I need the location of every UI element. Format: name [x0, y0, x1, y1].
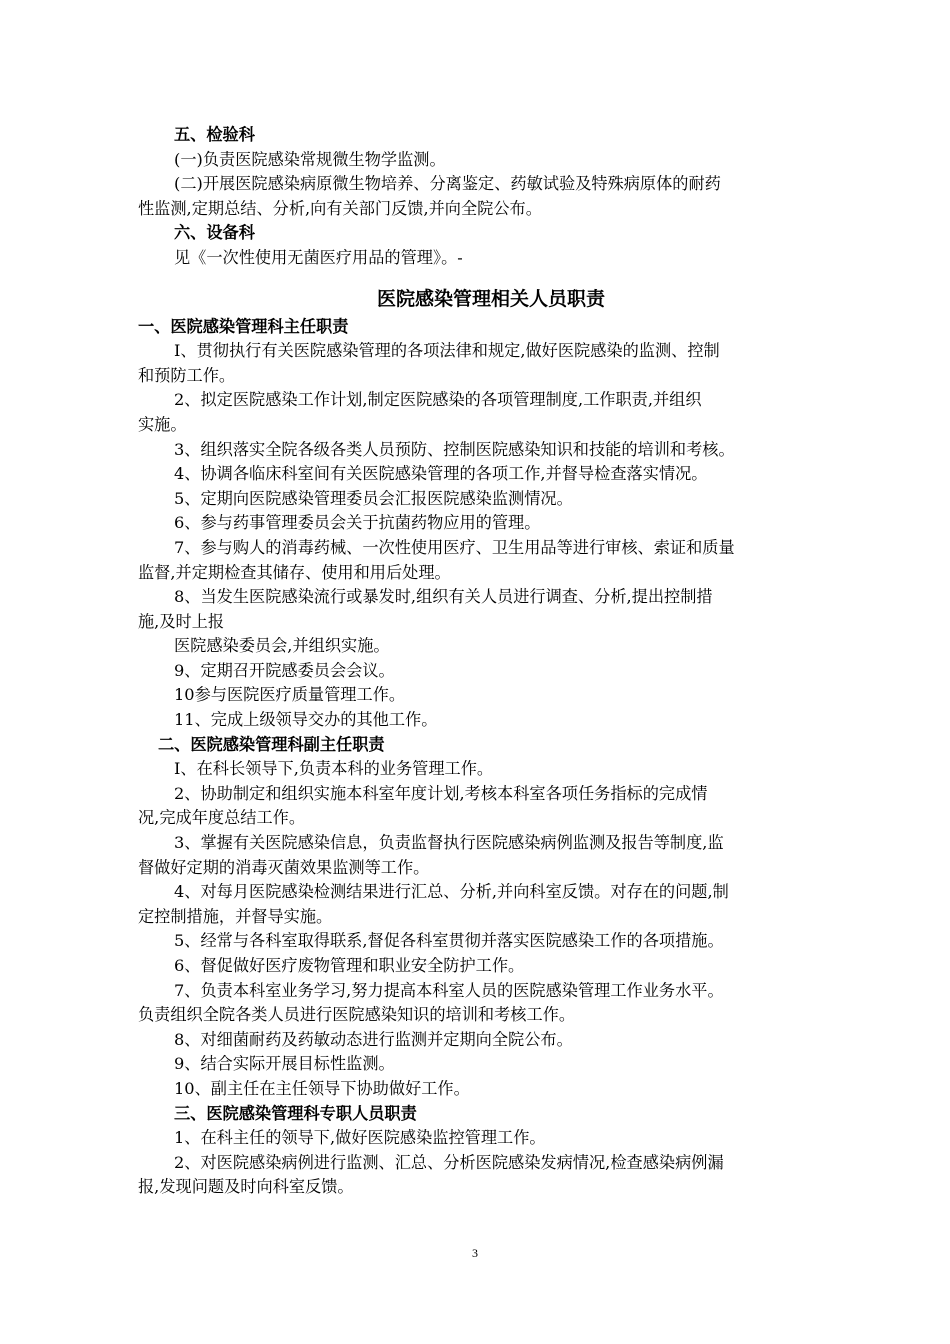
paragraph-line: 报,发现问题及时向科室反馈。 [138, 1177, 354, 1197]
paragraph-line: 施,及时上报 [138, 611, 225, 631]
paragraph-line: 2、拟定医院感染工作计划,制定医院感染的各项管理制度,工作职责,并组织 [174, 390, 702, 410]
paragraph-line: 医院感染委员会,并组织实施。 [174, 636, 390, 656]
paragraph-line: 5、定期向医院感染管理委员会汇报医院感染监测情况。 [174, 488, 573, 508]
section-heading-specialist: 三、医院感染管理科专职人员职责 [174, 1103, 417, 1123]
paragraph-line: 11、完成上级领导交办的其他工作。 [174, 710, 438, 730]
paragraph-line: 9、定期召开院感委员会会议。 [174, 660, 395, 680]
paragraph-line: I、在科长领导下,负责本科的业务管理工作。 [174, 759, 494, 779]
page-content [138, 123, 816, 1200]
paragraph-line: 4、协调各临床科室间有关医院感染管理的各项工作,并督导检查落实情况。 [174, 464, 708, 484]
document-title: 医院感染管理相关人员职责 [376, 287, 605, 310]
paragraph-line: 10参与医院医疗质量管理工作。 [174, 685, 406, 705]
paragraph-line: 8、当发生医院感染流行或暴发时,组织有关人员进行调查、分析,提出控制措 [174, 587, 713, 607]
section-heading-deputy: 二、医院感染管理科副主任职责 [158, 734, 385, 754]
paragraph-line: 监督,并定期检查其储存、使用和用后处理。 [138, 562, 451, 582]
paragraph-line: 5、经常与各科室取得联系,督促各科室贯彻并落实医院感染工作的各项措施。 [174, 931, 724, 951]
paragraph-line: 定控制措施，并督导实施。 [138, 906, 333, 926]
paragraph-line: 和预防工作。 [138, 365, 236, 385]
paragraph-line: 10、副主任在主任领导下协助做好工作。 [174, 1078, 470, 1098]
paragraph-line: 6、参与药事管理委员会关于抗菌药物应用的管理。 [174, 513, 541, 533]
paragraph-line: (一)负责医院感染常规微生物学监测。 [174, 149, 446, 169]
paragraph-line: 7、负责本科室业务学习,努力提高本科室人员的医院感染管理工作业务水平。 [174, 980, 724, 1000]
paragraph-line: 负责组织全院各类人员进行医院感染知识的培训和考核工作。 [138, 1005, 576, 1025]
paragraph-line: 9、结合实际开展目标性监测。 [174, 1054, 395, 1074]
paragraph-line: 3、掌握有关医院感染信息，负责监督执行医院感染病例监测及报告等制度,监 [174, 833, 724, 853]
paragraph-line: 1、在科主任的领导下,做好医院感染监控管理工作。 [174, 1128, 546, 1148]
paragraph-line: (二)开展医院感染病原微生物培养、分离鉴定、药敏试验及特殊病原体的耐药 [174, 174, 721, 194]
paragraph-line: 2、协助制定和组织实施本科室年度计划,考核本科室各项任务指标的完成情 [174, 783, 708, 803]
section-heading-director: 一、医院感染管理科主任职责 [138, 316, 349, 336]
section-heading-lab: 五、检验科 [174, 125, 255, 144]
paragraph-line: 性监测,定期总结、分析,向有关部门反馈,并向全院公布。 [138, 198, 542, 218]
paragraph-line: 3、组织落实全院各级各类人员预防、控制医院感染知识和技能的培训和考核。 [174, 439, 735, 459]
paragraph-line: I、贯彻执行有关医院感染管理的各项法律和规定,做好医院感染的监测、控制 [174, 341, 720, 361]
paragraph-line: 4、对每月医院感染检测结果进行汇总、分析,并向科室反馈。对存在的问题,制 [174, 882, 729, 902]
paragraph-line: 7、参与购人的消毒药械、一次性使用医疗、卫生用品等进行审核、索证和质量 [174, 537, 735, 557]
paragraph-line: 况,完成年度总结工作。 [138, 808, 306, 828]
paragraph-line: 2、对医院感染病例进行监测、汇总、分析医院感染发病情况,检查感染病例漏 [174, 1152, 724, 1172]
paragraph-line: 8、对细菌耐药及药敏动态进行监测并定期向全院公布。 [174, 1029, 573, 1049]
section-heading-equipment: 六、设备科 [174, 223, 255, 243]
page-number: 3 [472, 1246, 478, 1260]
paragraph-line: 6、督促做好医疗废物管理和职业安全防护工作。 [174, 956, 525, 975]
paragraph-line: 见《一次性使用无菌医疗用品的管理》。- [174, 247, 463, 267]
paragraph-line: 督做好定期的消毒灭菌效果监测等工作。 [138, 857, 430, 877]
paragraph-line: 实施。 [138, 414, 187, 434]
